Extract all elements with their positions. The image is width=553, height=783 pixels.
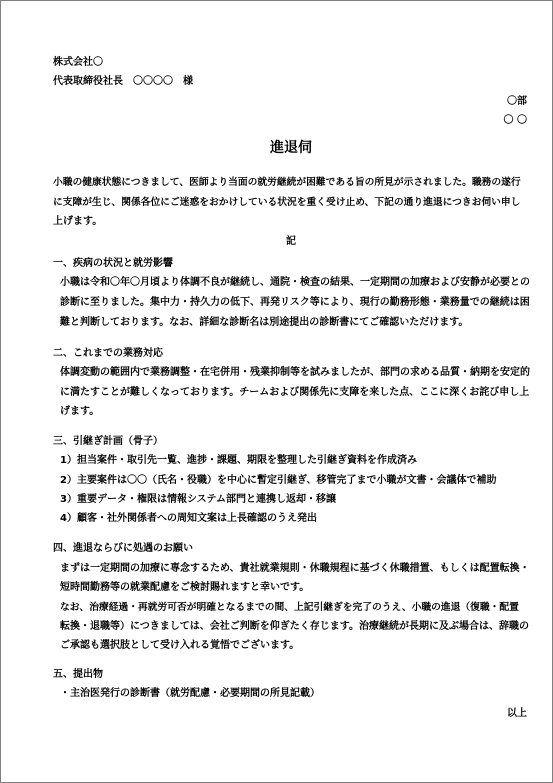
intro-line: に支障が生じ、関係各位にご迷惑をおかけしている状況を重く受け止め、下記の通り進退につきお伺い申し: [53, 197, 521, 208]
section-heading: 三、引継ぎ計画（骨子）: [53, 436, 163, 447]
intro-line: 小職の健康状態につきまして、医師より当面の就労継続が困難である旨の所見が示されました。職務の遂行: [53, 177, 521, 188]
section-line: に満たすことが難しくなっております。チームおよび関係先に支障を来した点、ここに深くお詫び申し上: [60, 387, 530, 398]
section-line: 短時間勤務等の就業配慮をご検討賜れますと幸いです。: [60, 582, 310, 593]
section-line: 転換・退職等）につきましては、会社ご判断を仰ぎたく存じます。治療継続が長期に及ぶ場合は、辞職の: [60, 621, 529, 632]
section-line: げます。: [60, 406, 100, 417]
section-line: 難と判断しております。なお、詳細な診断名は別途提出の診断書にてご確認いただけます。: [60, 317, 469, 328]
list-item: 2）主要案件は〇〇（氏名・役職）を中心に暫定引継ぎ、移管完了まで小職が文書・会議体で補助: [60, 475, 497, 486]
sender-name: 〇 〇: [503, 115, 527, 126]
list-item: 3）重要データ・権限は情報システム部門と連携し返却・移譲: [60, 494, 336, 505]
addressee-president: 代表取締役社長 〇〇〇〇 様: [53, 76, 193, 87]
section-line: 小職は令和〇年〇月頃より体調不良が継続し、通院・検査の結果、一定期間の加療および安静が必要との: [60, 277, 530, 288]
document-title: 進退伺: [270, 140, 312, 156]
section-heading: 二、これまでの業務対応: [53, 348, 163, 359]
list-item: 4）顧客・社外関係者への周知文案は上長確認のうえ発出: [60, 513, 317, 524]
section-heading: 五、提出物: [53, 669, 103, 680]
closing-text: 以上: [507, 708, 527, 719]
section-line: なお、治療経過・再就労可否が明確となるまでの間、上記引継ぎを完了のうえ、小職の進退（復職・配置: [60, 602, 519, 613]
addressee-company: 株式会社〇: [53, 57, 103, 68]
section-heading: 一、疾病の状況と就労影響: [53, 258, 173, 269]
ki-label: 記: [286, 236, 296, 247]
sender-department: 〇部: [507, 96, 527, 107]
list-item: 1）担当案件・取引先一覧、進捗・課題、期限を整理した引継ぎ資料を作成済み: [60, 455, 417, 466]
section-line: まずは一定期間の加療に専念するため、貴社就業規則・休職規程に基づく休職措置、もしくは配置転換・: [60, 563, 530, 574]
section-heading: 四、進退ならびに処遇のお願い: [53, 543, 193, 554]
section-line: ご承認も選択肢として受け入れる覚悟でございます。: [60, 640, 300, 651]
intro-line: 上げます。: [53, 216, 103, 227]
section-line: 体調変動の範囲内で業務調整・在宅併用・残業抑制等を試みましたが、部門の求める品質・納期を安定的: [60, 367, 530, 378]
list-item: ・主治医発行の診断書（就労配慮・必要期間の所見記載）: [60, 688, 320, 699]
section-line: 診断に至りました。集中力・持久力の低下、再発リスク等により、現行の勤務形態・業務量での継続は困: [60, 297, 530, 308]
